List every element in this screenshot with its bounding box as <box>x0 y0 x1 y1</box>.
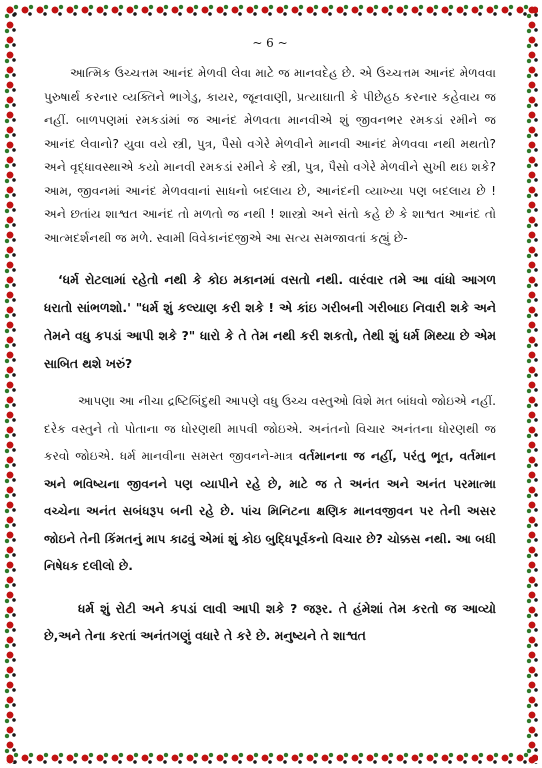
paragraph-1: આત્મિક ઉચ્ચત્તમ આનંદ મેળવી લેવા માટે જ માનવદેહ છે. એ ઉચ્ચત્તમ આનંદ મેળવવા પુરુષાર્થ કરનાર વ્યક્તિને ભાગેડુ, કાયર, જૂનવાણી, પ્રત્યાઘાતી કે પીછેહઠ કરનાર કહેવાય જ નહીં. બાળપણમાં રમકડાંમાં જ આનંદ મેળવતા માનવીએ શું જીવનભર રમકડાં રમીને જ આનંદ લેવાનો? યુવા વયે સ્ત્રી, પુત્ર, પૈસો વગેરે મેળવીને માનવી આનંદ મેળવવા નથી મથતો? અને વૃદ્ધાવસ્થાએ કયો માનવી રમકડાં રમીને કે સ્ત્રી, પુત્ર, પૈસો વગેરે મેળવીને સુખી થઇ શકે? આમ, જીવનમાં આનંદ મેળવવાનાં સાધનો બદલાય છે, આનંદની વ્યાખ્યા પણ બદલાય છે ! અને છતાંય શાશ્વત આનંદ તો મળતો જ નથી ! શાસ્ત્રો અને સંતો કહે છે કે શાશ્વત આનંદ તો આત્મદર્શનથી જ મળે. સ્વામી વિવેકાનંદજીએ આ સત્ય સમજાવતાં કહ્યું છે- <box>44 66 496 245</box>
paragraph-3 <box>44 388 496 581</box>
decorative-border-left <box>4 4 16 764</box>
page-content <box>44 36 496 650</box>
paragraph-3-normal-text: આપણા આ નીચા દ્રષ્ટિબિંદુથી આપણે વધુ ઉચ્ચ વસ્તુઓ વિશે મત બાંધવો જોઇએ નહીં. દરેક વસ્તુને તો પોતાના જ ધોરણથી માપવી જોઇએ. અનંતનો વિચાર અનંતના ધોરણથી જ કરવો જોઇએ. ધર્મ માનવીના સમસ્ત જીવનને-માત્ર <box>44 394 497 463</box>
paragraph-4: ધર્મ શું રોટી અને કપડાં લાવી આપી શકે ? જરૂર. તે હંમેશાં તેમ કરતો જ આવ્યો છે,અને તેના કરતાં અનંતગણું વધારે તે કરે છે. મનુષ્યને તે શાશ્વત <box>44 600 496 643</box>
decorative-border-bottom <box>4 752 538 764</box>
paragraph-quote: ‘ધર્મ રોટલામાં રહેતો નથી કે કોઇ મકાનમાં વસતો નથી. વારંવાર તમે આ વાંધો આગળ ધરાતો સાંભળશો.' "ધર્મ શું કલ્યાણ કરી શકે ! એ કાંઇ ગરીબની ગરીબાઇ નિવારી શકે અને તેમને વધુ કપડાં આપી શકે ?" ધારો કે તે તેમ નથી કરી શકતો, તેથી શું ધર્મ મિથ્યા છે એમ સાબિત થશે ખરું? <box>44 272 496 371</box>
page-number: ~ 6 ~ <box>252 36 288 50</box>
paragraph-3-bold-text: વર્તમાનના જ નહીં, પરંતુ ભૂત, વર્તમાન અને ભવિષ્યના જીવનને પણ વ્યાપીને રહે છે, માટે જ તે અનંત અને અનંત પરમાત્મા વચ્ચેના અનંત સબંધરૂપ બની રહે છે. પાંચ મિનિટના ક્ષણિક માનવજીવન પર તેની અસર જોઇને તેની કિંમતનું માપ કાઢવું એમાં શું કોઇ બુદ્ધિપૂર્વકનો વિચાર છે? ચોક્કસ નથી. આ બધી નિષેધક દલીલો છે. <box>44 449 496 573</box>
decorative-border-right <box>526 4 538 764</box>
decorative-border-top <box>4 4 538 16</box>
